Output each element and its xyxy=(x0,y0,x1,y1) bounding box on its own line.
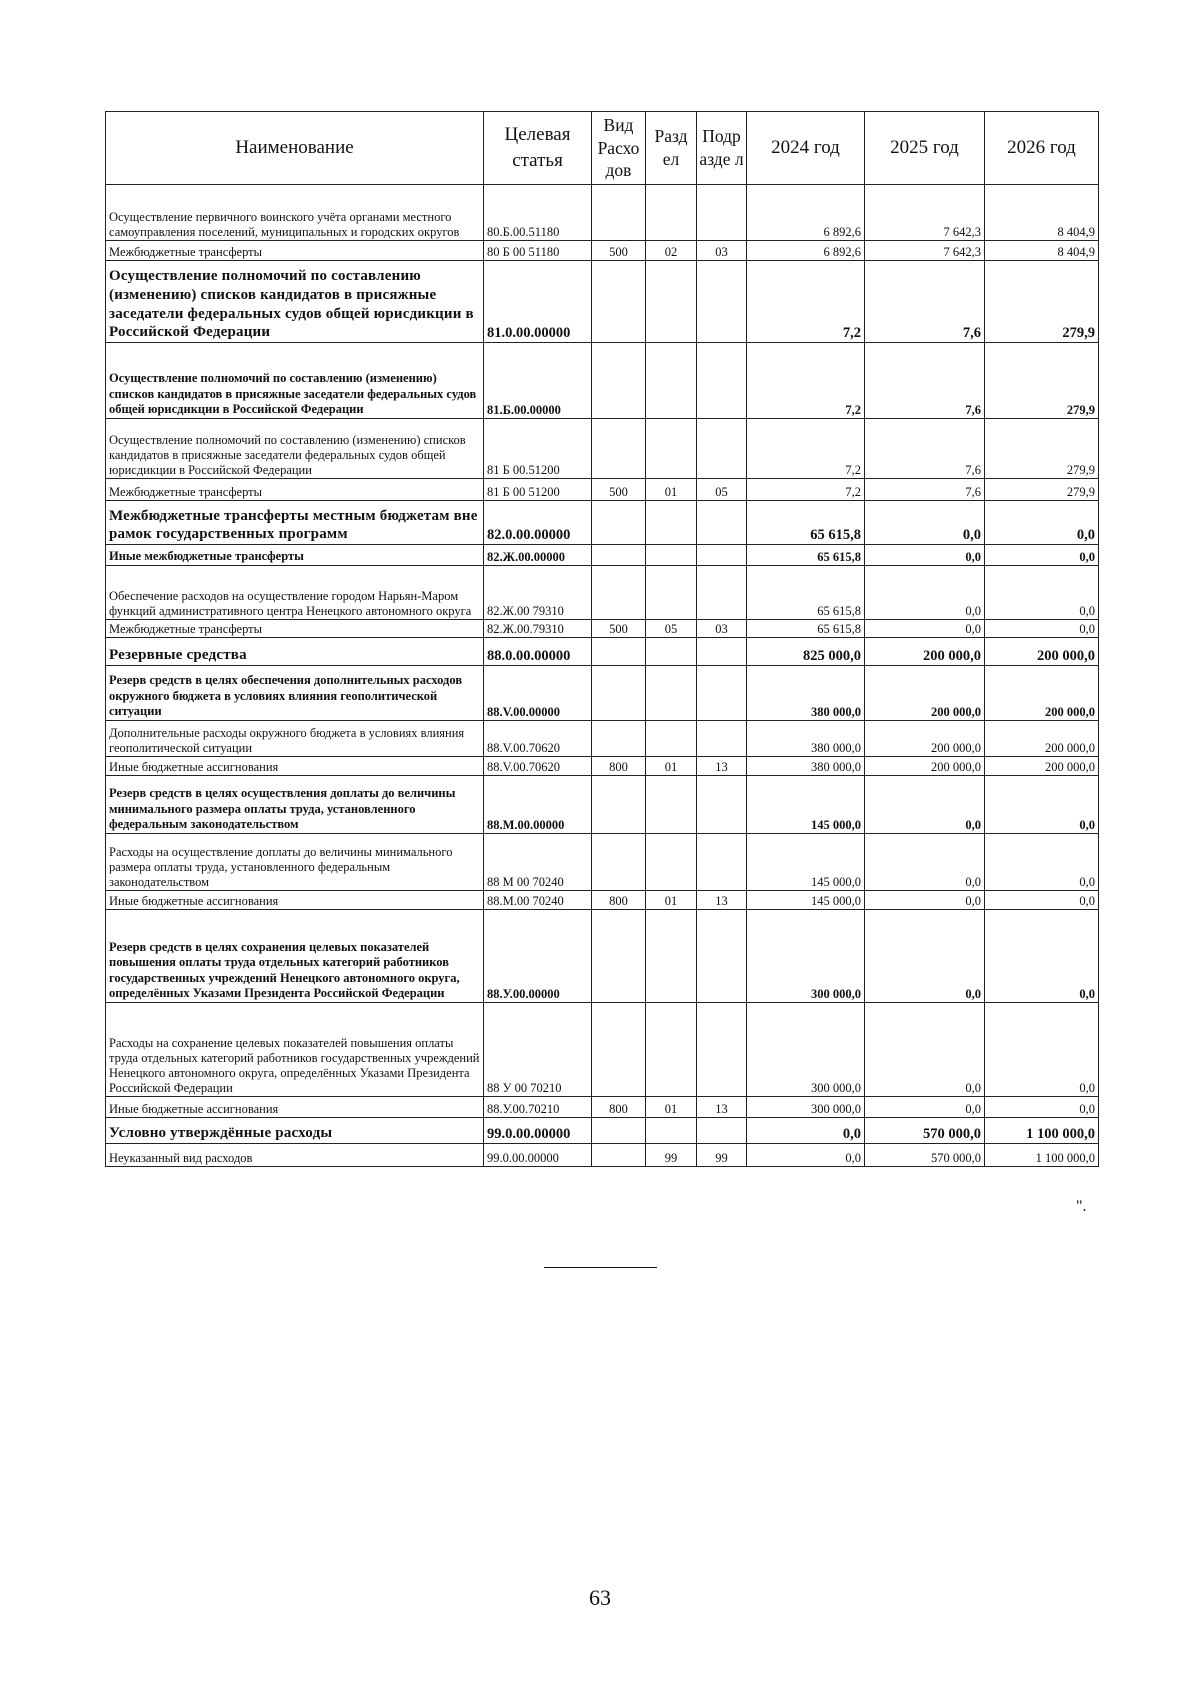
row-vid xyxy=(592,776,646,834)
row-podrazdel xyxy=(697,666,747,721)
row-podrazdel xyxy=(697,566,747,620)
row-razdel xyxy=(646,1118,697,1144)
row-2025: 200 000,0 xyxy=(865,638,985,666)
row-vid xyxy=(592,343,646,419)
table-row xyxy=(106,261,1099,343)
row-vid: 800 xyxy=(592,757,646,776)
row-2024: 380 000,0 xyxy=(747,666,865,721)
row-name: Резерв средств в целях сохранения целевых показателей повышения оплаты труда отдельных категорий работников государственных учреждений Ненецкого автономного округа, определённых Указами Президента Российской Федерации xyxy=(106,910,484,1003)
row-2025: 200 000,0 xyxy=(865,757,985,776)
row-vid xyxy=(592,1144,646,1167)
row-2025: 7,6 xyxy=(865,479,985,501)
table-row xyxy=(106,620,1099,638)
table-row xyxy=(106,834,1099,891)
row-2024: 6 892,6 xyxy=(747,241,865,261)
header-vid: Вид Расхо дов xyxy=(592,112,646,185)
row-razdel xyxy=(646,666,697,721)
row-podrazdel: 99 xyxy=(697,1144,747,1167)
row-podrazdel xyxy=(697,776,747,834)
row-name: Дополнительные расходы окружного бюджета в условиях влияния геополитической ситуации xyxy=(106,721,484,757)
row-code: 88.0.00.00000 xyxy=(484,638,592,666)
row-podrazdel xyxy=(697,261,747,343)
budget-table xyxy=(105,111,1099,1167)
row-razdel xyxy=(646,501,697,545)
row-name: Иные межбюджетные трансферты xyxy=(106,545,484,566)
row-code: 99.0.00.00000 xyxy=(484,1118,592,1144)
table-row xyxy=(106,757,1099,776)
row-podrazdel xyxy=(697,343,747,419)
row-code: 88.М.00.00000 xyxy=(484,776,592,834)
row-vid: 800 xyxy=(592,891,646,910)
row-razdel: 01 xyxy=(646,757,697,776)
row-2024: 145 000,0 xyxy=(747,891,865,910)
row-name: Неуказанный вид расходов xyxy=(106,1144,484,1167)
row-2024: 6 892,6 xyxy=(747,185,865,241)
row-name: Межбюджетные трансферты xyxy=(106,620,484,638)
row-podrazdel xyxy=(697,721,747,757)
row-razdel xyxy=(646,261,697,343)
row-vid xyxy=(592,910,646,1003)
row-name: Осуществление полномочий по составлению (изменению) списков кандидатов в присяжные заседатели федеральных судов общей юрисдикции в Российской Федерации xyxy=(106,343,484,419)
row-code: 80 Б 00 51180 xyxy=(484,241,592,261)
row-code: 80.Б.00.51180 xyxy=(484,185,592,241)
table-row xyxy=(106,501,1099,545)
row-2026: 0,0 xyxy=(985,910,1099,1003)
row-razdel: 99 xyxy=(646,1144,697,1167)
row-code: 88.V.00.70620 xyxy=(484,757,592,776)
row-2025: 570 000,0 xyxy=(865,1144,985,1167)
row-2025: 7 642,3 xyxy=(865,185,985,241)
row-2024: 300 000,0 xyxy=(747,1003,865,1097)
row-code: 81.Б.00.00000 xyxy=(484,343,592,419)
row-name: Иные бюджетные ассигнования xyxy=(106,1097,484,1118)
row-2026: 279,9 xyxy=(985,419,1099,479)
header-2024: 2024 год xyxy=(747,112,865,185)
row-name: Расходы на осуществление доплаты до величины минимального размера оплаты труда, установленного федеральным законодательством xyxy=(106,834,484,891)
row-podrazdel xyxy=(697,910,747,1003)
row-podrazdel xyxy=(697,834,747,891)
row-code: 82.0.00.00000 xyxy=(484,501,592,545)
row-vid xyxy=(592,721,646,757)
table-row xyxy=(106,419,1099,479)
table-row xyxy=(106,776,1099,834)
header-target: Целевая статья xyxy=(484,112,592,185)
row-name: Осуществление полномочий по составлению (изменению) списков кандидатов в присяжные заседатели федеральных судов общей юрисдикции в Российской Федерации xyxy=(106,261,484,343)
row-name: Межбюджетные трансферты местным бюджетам вне рамок государственных программ xyxy=(106,501,484,545)
row-razdel: 05 xyxy=(646,620,697,638)
table-row xyxy=(106,566,1099,620)
table-row xyxy=(106,638,1099,666)
row-razdel xyxy=(646,545,697,566)
row-2025: 0,0 xyxy=(865,620,985,638)
table-row xyxy=(106,1118,1099,1144)
row-razdel: 01 xyxy=(646,891,697,910)
row-2026: 0,0 xyxy=(985,620,1099,638)
row-podrazdel xyxy=(697,1118,747,1144)
row-razdel xyxy=(646,776,697,834)
row-2024: 65 615,8 xyxy=(747,566,865,620)
row-vid: 800 xyxy=(592,1097,646,1118)
row-2026: 200 000,0 xyxy=(985,638,1099,666)
row-2024: 145 000,0 xyxy=(747,834,865,891)
row-name: Осуществление полномочий по составлению (изменению) списков кандидатов в присяжные заседатели федеральных судов общей юрисдикции в Российской Федерации xyxy=(106,419,484,479)
row-2025: 0,0 xyxy=(865,891,985,910)
row-vid xyxy=(592,545,646,566)
table-row xyxy=(106,1003,1099,1097)
row-2026: 279,9 xyxy=(985,479,1099,501)
row-name: Расходы на сохранение целевых показателей повышения оплаты труда отдельных категорий работников государственных учреждений Ненецкого автономного округа, определённых Указами Президента Российской Федерации xyxy=(106,1003,484,1097)
row-2024: 7,2 xyxy=(747,343,865,419)
row-vid xyxy=(592,419,646,479)
row-podrazdel: 03 xyxy=(697,620,747,638)
row-code: 88.V.00.00000 xyxy=(484,666,592,721)
row-2025: 0,0 xyxy=(865,501,985,545)
row-name: Условно утверждённые расходы xyxy=(106,1118,484,1144)
row-2024: 380 000,0 xyxy=(747,757,865,776)
row-name: Межбюджетные трансферты xyxy=(106,241,484,261)
row-vid xyxy=(592,1003,646,1097)
table-row xyxy=(106,479,1099,501)
row-2024: 65 615,8 xyxy=(747,501,865,545)
row-code: 88.М.00 70240 xyxy=(484,891,592,910)
row-podrazdel: 13 xyxy=(697,891,747,910)
table-row xyxy=(106,343,1099,419)
header-podrazdel: Подр азде л xyxy=(697,112,747,185)
row-code: 81 Б 00 51200 xyxy=(484,479,592,501)
row-code: 88 У 00 70210 xyxy=(484,1003,592,1097)
table-row xyxy=(106,1097,1099,1118)
row-name: Иные бюджетные ассигнования xyxy=(106,891,484,910)
page-number: 63 xyxy=(589,1585,611,1610)
row-vid: 500 xyxy=(592,241,646,261)
row-2026: 1 100 000,0 xyxy=(985,1118,1099,1144)
separator-line xyxy=(544,1267,657,1268)
row-razdel: 01 xyxy=(646,479,697,501)
row-podrazdel xyxy=(697,501,747,545)
row-2024: 65 615,8 xyxy=(747,545,865,566)
row-2026: 279,9 xyxy=(985,261,1099,343)
row-2026: 8 404,9 xyxy=(985,241,1099,261)
row-vid: 500 xyxy=(592,479,646,501)
row-razdel xyxy=(646,638,697,666)
table-row xyxy=(106,545,1099,566)
row-2025: 7,6 xyxy=(865,419,985,479)
row-code: 81.0.00.00000 xyxy=(484,261,592,343)
row-2024: 145 000,0 xyxy=(747,776,865,834)
row-razdel xyxy=(646,834,697,891)
row-podrazdel: 03 xyxy=(697,241,747,261)
row-2025: 0,0 xyxy=(865,910,985,1003)
row-code: 88 М 00 70240 xyxy=(484,834,592,891)
row-2025: 0,0 xyxy=(865,776,985,834)
row-2025: 0,0 xyxy=(865,545,985,566)
row-2024: 300 000,0 xyxy=(747,1097,865,1118)
table-row xyxy=(106,185,1099,241)
row-razdel: 02 xyxy=(646,241,697,261)
row-podrazdel: 13 xyxy=(697,757,747,776)
row-razdel xyxy=(646,566,697,620)
row-vid xyxy=(592,501,646,545)
row-name: Осуществление первичного воинского учёта органами местного самоуправления поселений, муниципальных и городских округов xyxy=(106,185,484,241)
row-podrazdel: 05 xyxy=(697,479,747,501)
row-2026: 0,0 xyxy=(985,1003,1099,1097)
row-podrazdel: 13 xyxy=(697,1097,747,1118)
closing-quote: ". xyxy=(1076,1198,1087,1215)
row-2025: 0,0 xyxy=(865,1003,985,1097)
header-2026: 2026 год xyxy=(985,112,1099,185)
row-2026: 1 100 000,0 xyxy=(985,1144,1099,1167)
row-code: 99.0.00.00000 xyxy=(484,1144,592,1167)
row-podrazdel xyxy=(697,185,747,241)
header-2025: 2025 год xyxy=(865,112,985,185)
row-razdel xyxy=(646,1003,697,1097)
row-code: 88.V.00.70620 xyxy=(484,721,592,757)
row-vid: 500 xyxy=(592,620,646,638)
header-name: Наименование xyxy=(106,112,484,185)
row-vid xyxy=(592,834,646,891)
row-podrazdel xyxy=(697,1003,747,1097)
row-2025: 0,0 xyxy=(865,834,985,891)
row-podrazdel xyxy=(697,638,747,666)
row-2026: 0,0 xyxy=(985,1097,1099,1118)
row-code: 88.У.00.70210 xyxy=(484,1097,592,1118)
row-2026: 0,0 xyxy=(985,834,1099,891)
row-2024: 7,2 xyxy=(747,479,865,501)
row-code: 82.Ж.00 79310 xyxy=(484,566,592,620)
row-2024: 0,0 xyxy=(747,1144,865,1167)
row-razdel xyxy=(646,721,697,757)
row-vid xyxy=(592,185,646,241)
row-2024: 380 000,0 xyxy=(747,721,865,757)
row-2025: 570 000,0 xyxy=(865,1118,985,1144)
row-code: 82.Ж.00.00000 xyxy=(484,545,592,566)
row-2025: 200 000,0 xyxy=(865,721,985,757)
row-name: Обеспечение расходов на осуществление городом Нарьян-Маром функций административного центра Ненецкого автономного округа xyxy=(106,566,484,620)
row-2026: 200 000,0 xyxy=(985,666,1099,721)
row-name: Межбюджетные трансферты xyxy=(106,479,484,501)
row-2024: 7,2 xyxy=(747,419,865,479)
row-2025: 0,0 xyxy=(865,1097,985,1118)
table-row xyxy=(106,910,1099,1003)
table-row xyxy=(106,241,1099,261)
row-code: 88.У.00.00000 xyxy=(484,910,592,1003)
row-name: Резервные средства xyxy=(106,638,484,666)
row-2026: 200 000,0 xyxy=(985,757,1099,776)
row-2026: 0,0 xyxy=(985,566,1099,620)
table-header-row xyxy=(106,112,1099,185)
row-razdel: 01 xyxy=(646,1097,697,1118)
row-razdel xyxy=(646,185,697,241)
table-row xyxy=(106,891,1099,910)
row-2025: 200 000,0 xyxy=(865,666,985,721)
row-name: Резерв средств в целях обеспечения дополнительных расходов окружного бюджета в условиях влияния геополитической ситуации xyxy=(106,666,484,721)
row-2024: 825 000,0 xyxy=(747,638,865,666)
row-2026: 0,0 xyxy=(985,891,1099,910)
row-2025: 7,6 xyxy=(865,343,985,419)
row-2026: 8 404,9 xyxy=(985,185,1099,241)
row-2025: 7,6 xyxy=(865,261,985,343)
row-vid xyxy=(592,638,646,666)
row-2026: 0,0 xyxy=(985,776,1099,834)
table-row xyxy=(106,721,1099,757)
row-2026: 200 000,0 xyxy=(985,721,1099,757)
row-razdel xyxy=(646,343,697,419)
row-name: Иные бюджетные ассигнования xyxy=(106,757,484,776)
row-code: 81 Б 00.51200 xyxy=(484,419,592,479)
row-2026: 0,0 xyxy=(985,501,1099,545)
row-razdel xyxy=(646,419,697,479)
row-2024: 65 615,8 xyxy=(747,620,865,638)
row-code: 82.Ж.00.79310 xyxy=(484,620,592,638)
row-2024: 0,0 xyxy=(747,1118,865,1144)
table-row xyxy=(106,666,1099,721)
row-2025: 7 642,3 xyxy=(865,241,985,261)
row-2026: 0,0 xyxy=(985,545,1099,566)
table-row xyxy=(106,1144,1099,1167)
header-razdel: Разд ел xyxy=(646,112,697,185)
row-vid xyxy=(592,261,646,343)
row-vid xyxy=(592,1118,646,1144)
row-2024: 300 000,0 xyxy=(747,910,865,1003)
row-podrazdel xyxy=(697,419,747,479)
row-2026: 279,9 xyxy=(985,343,1099,419)
row-razdel xyxy=(646,910,697,1003)
row-podrazdel xyxy=(697,545,747,566)
row-name: Резерв средств в целях осуществления доплаты до величины минимального размера оплаты труда, установленного федеральным законодательством xyxy=(106,776,484,834)
row-vid xyxy=(592,566,646,620)
row-2025: 0,0 xyxy=(865,566,985,620)
row-vid xyxy=(592,666,646,721)
row-2024: 7,2 xyxy=(747,261,865,343)
